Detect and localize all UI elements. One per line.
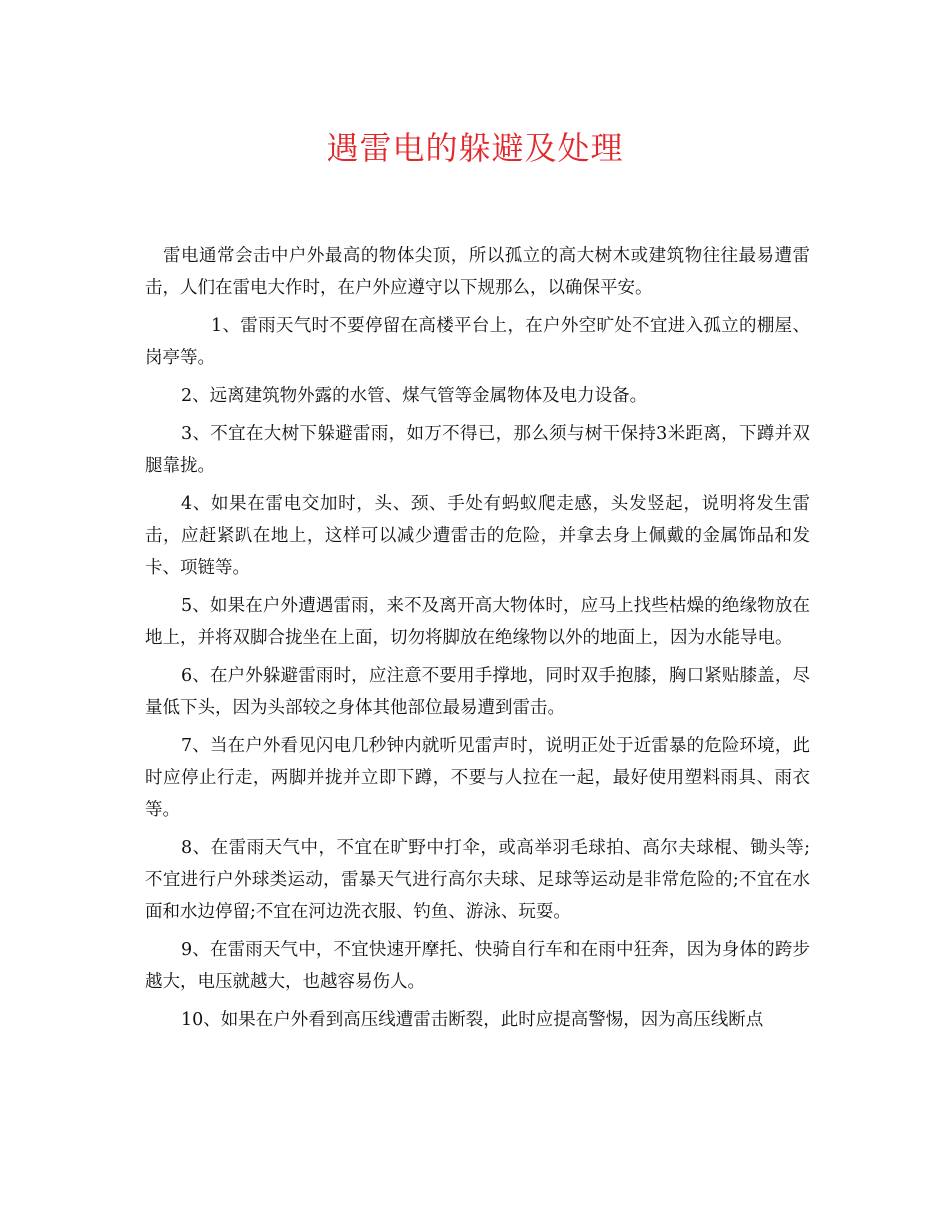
paragraph-item-5: 5、如果在户外遭遇雷雨，来不及离开高大物体时，应马上找些枯燥的绝缘物放在地上，并将双脚合拢坐在上面，切勿将脚放在绝缘物以外的地面上，因为水能导电。 (145, 596, 810, 648)
paragraph-item-3: 3、不宜在大树下躲避雷雨，如万不得已，那么须与树干保持3米距离，下蹲并双腿靠拢。 (145, 424, 810, 476)
paragraph-item-4: 4、如果在雷电交加时，头、颈、手处有蚂蚁爬走感，头发竖起，说明将发生雷击，应赶紧趴在地上，这样可以减少遭雷击的危险，并拿去身上佩戴的金属饰品和发卡、项链等。 (145, 494, 810, 578)
document-title: 遇雷电的躲避及处理 (326, 129, 624, 167)
paragraph-item-6: 6、在户外躲避雷雨时，应注意不要用手撑地，同时双手抱膝，胸口紧贴膝盖，尽量低下头，因为头部较之身体其他部位最易遭到雷击。 (145, 666, 810, 718)
paragraph-item-8: 8、在雷雨天气中，不宜在旷野中打伞，或高举羽毛球拍、高尔夫球棍、锄头等;不宜进行户外球类运动，雷暴天气进行高尔夫球、足球等运动是非常危险的;不宜在水面和水边停留;不宜在河边洗衣服、钓鱼、游泳、玩耍。 (145, 838, 810, 922)
document-body (145, 240, 810, 1042)
paragraph-item-2: 2、远离建筑物外露的水管、煤气管等金属物体及电力设备。 (181, 386, 648, 406)
paragraph-item-10: 10、如果在户外看到高压线遭雷击断裂，此时应提高警惕，因为高压线断点 (181, 1010, 764, 1030)
paragraph-item-7: 7、当在户外看见闪电几秒钟内就听见雷声时，说明正处于近雷暴的危险环境，此时应停止行走，两脚并拢并立即下蹲，不要与人拉在一起，最好使用塑料雨具、雨衣等。 (145, 736, 810, 820)
paragraph-item-1: 1、雷雨天气时不要停留在高楼平台上，在户外空旷处不宜进入孤立的棚屋、岗亭等。 (145, 316, 810, 368)
paragraph-intro: 雷电通常会击中户外最高的物体尖顶，所以孤立的高大树木或建筑物往往最易遭雷击，人们在雷电大作时，在户外应遵守以下规那么，以确保平安。 (145, 246, 810, 298)
paragraph-item-9: 9、在雷雨天气中，不宜快速开摩托、快骑自行车和在雨中狂奔，因为身体的跨步越大，电压就越大，也越容易伤人。 (145, 940, 810, 992)
